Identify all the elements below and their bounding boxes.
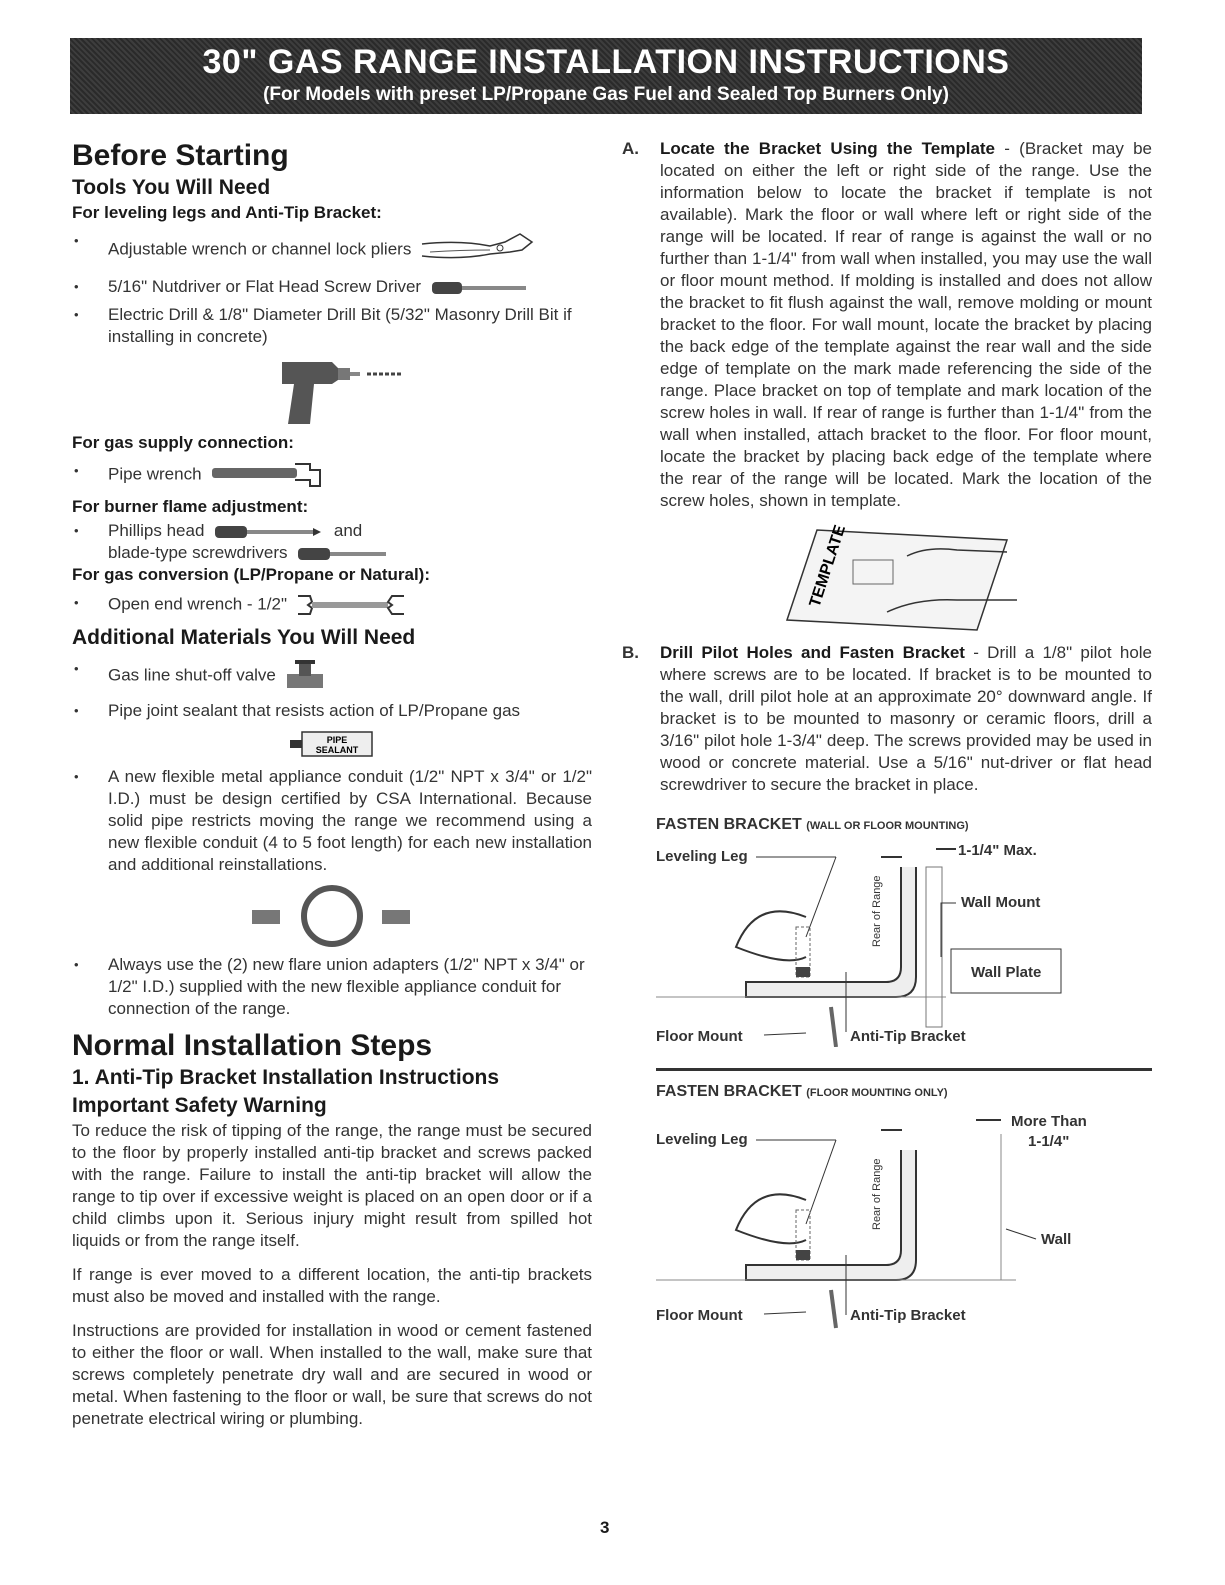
- floor-mount-label-2: Floor Mount: [656, 1307, 743, 1324]
- template-label: TEMPLATE: [806, 523, 850, 610]
- leveling-leg-label: Leveling Leg: [656, 848, 748, 865]
- wall-label: Wall: [1041, 1231, 1072, 1248]
- materials-list: [72, 658, 592, 722]
- diagram-1-title: FASTEN BRACKET (WALL OR FLOOR MOUNTING): [656, 816, 969, 833]
- list-item: • Pipe wrench: [72, 460, 592, 490]
- conversion-heading: For gas conversion (LP/Propane or Natural):: [72, 565, 431, 584]
- pipe-wrench-icon: [210, 460, 325, 490]
- leveling-leg-label-2: Leveling Leg: [656, 1131, 748, 1148]
- list-item: • Open end wrench - 1/2": [72, 592, 592, 618]
- step-b-text: - Drill a 1/8" pilot hole where screws are to be located. If bracket is to be mounted to the wall, drill pilot hole at an approximate 20° downward angle. If bracket is to be mounted to masonry or ceramic floors, drill a 3/16" pilot hole 1-3/4" deep. The screws provided may be used in wood or concrete material. Use a 5/16" nut-driver or flat head screwdriver to secure the bracket in place.: [660, 643, 1153, 794]
- step-b: B. Drill Pilot Holes and Fasten Bracket - Drill a 1/8" pilot hole where screws are to be located. If bracket is to be mounted to the wall, drill pilot hole at an approximate 20° downward angle. If bracket is to be mounted to masonry or ceramic floors, drill a 3/16" pilot hole 1-3/4" deep. The screws provided may be used in wood or concrete material. Use a 5/16" nut-driver or flat head screwdriver to secure the bracket in place.: [622, 643, 1153, 794]
- safety-heading: Important Safety Warning: [72, 1094, 327, 1117]
- left-column: [72, 138, 592, 1442]
- more-than-value-label: 1-1/4": [1028, 1133, 1070, 1150]
- burner-heading: For burner flame adjustment:: [72, 497, 309, 516]
- pipe-sealant-icon: [282, 728, 382, 760]
- gas-supply-list: [72, 460, 592, 490]
- divider: [656, 1068, 1152, 1071]
- step-a-text: - (Bracket may be located on either the left or right side of the range. Use the information below to locate the bracket if template is not available). Mark the floor or wall where left or right side of the range will be located. If rear of range is against the wall or no further than 1-1/4" from wall when installed, you may use the wall or floor mount method. If molding is installed and does not allow the bracket to fit flush against the wall, remove molding or mount bracket to the floor. For wall mount, locate the bracket by placing the back edge of the template against the rear wall and the side edge of template on the mark made referencing the side of the range. Place bracket on top of template and mark location of the screw holes in wall. If rear of range is further than 1-1/4" from the wall when installed, attach bracket to the floor. For floor mount, locate the bracket by placing back edge of the template where the rear of the range will be located. Mark the location of the screw holes, shown in template.: [660, 139, 1152, 510]
- gas-supply-heading: For gas supply connection:: [72, 433, 294, 452]
- anti-tip-bracket-label-2: Anti-Tip Bracket: [850, 1307, 966, 1324]
- list-item: • Gas line shut-off valve: [72, 658, 592, 694]
- diagram-1: [622, 814, 1152, 1052]
- diagram-2-title: FASTEN BRACKET (FLOOR MOUNTING ONLY): [656, 1083, 948, 1100]
- anti-tip-bracket-label: Anti-Tip Bracket: [850, 1028, 966, 1045]
- sealant-label-1: PIPE: [326, 735, 348, 745]
- step-a: A. Locate the Bracket Using the Template - (Bracket may be located on either the left or right side of the range. Use the information below to locate the bracket if template is not available). Mark the floor or wall where left or right side of the range will be located. If rear of range is against the wall or no further than 1-1/4" from wall when installed, you may use the wall or floor mount method. If molding is installed and does not allow the bracket to fit flush against the wall, remove molding or mount bracket to the floor. For wall mount, locate the bracket by placing the back edge of the template against the rear wall and the side edge of template on the mark made referencing the side of the range. Place bracket on top of template and mark location of the screw holes in wall. If rear of range is further than 1-1/4" from the wall when installed, attach bracket to the floor. For floor mount, locate the bracket by placing back edge of the template where the rear of the range will be located. Mark the location of the screw holes, shown in template.: [622, 139, 1152, 510]
- wall-floor-mount-diagram: [656, 837, 1126, 1047]
- materials-list-cont: [72, 766, 592, 876]
- leveling-list: [72, 230, 592, 348]
- step-a-title: Locate the Bracket Using the Template: [660, 139, 996, 158]
- max-distance-label: 1-1/4" Max.: [958, 842, 1037, 859]
- conversion-list: [72, 592, 592, 618]
- page-number: 3: [600, 1518, 610, 1537]
- wall-mount-label: Wall Mount: [961, 894, 1041, 911]
- blade-screwdriver-icon: [296, 546, 391, 562]
- list-item: • Adjustable wrench or channel lock pliers: [72, 230, 592, 270]
- materials-list-end: [72, 954, 592, 1020]
- phillips-screwdriver-icon: [213, 524, 323, 540]
- list-item: • Phillips head and blade-type screwdrivers: [72, 520, 592, 564]
- template-illustration: [757, 520, 1017, 636]
- safety-paragraph-3: Instructions are provided for installation in wood or cement fastened to either the floor or wall. When installed to the wall, make sure that screws completely penetrate dry wall and are secured in wood or metal. When fastening to the floor or wall, be sure that screws do not penetrate electrical wiring or plumbing.: [72, 1321, 592, 1428]
- electric-drill-icon: [252, 354, 412, 428]
- rear-of-range-label: Rear of Range: [871, 875, 883, 947]
- page-title: 30" GAS RANGE INSTALLATION INSTRUCTIONS: [202, 43, 1010, 81]
- list-item: • Electric Drill & 1/8" Diameter Drill Bit (5/32" Masonry Drill Bit if installing in concrete): [72, 304, 592, 348]
- list-item: • Pipe joint sealant that resists action of LP/Propane gas: [72, 700, 592, 722]
- page-subtitle: (For Models with preset LP/Propane Gas Fuel and Sealed Top Burners Only): [263, 84, 949, 105]
- burner-list: [72, 520, 592, 564]
- open-end-wrench-icon: [296, 592, 406, 618]
- title-banner: [70, 38, 1142, 114]
- list-item: • Always use the (2) new flare union adapters (1/2" NPT x 3/4" or 1/2" I.D.) supplied with the new flexible appliance conduit for connection of the range.: [72, 954, 592, 1020]
- shutoff-valve-icon: [285, 658, 325, 694]
- safety-paragraph-1: To reduce the risk of tipping of the range, the range must be secured to the floor by properly installed anti-tip bracket and screws packed with the range. Failure to install the anti-tip bracket will allow the range to tip over if excessive weight is placed on an open door or if a child climbs upon it. Serious injury might result from spilled hot liquids or from the range itself.: [72, 1121, 592, 1250]
- screwdriver-icon: [430, 279, 530, 297]
- wall-plate-label: Wall Plate: [971, 964, 1042, 981]
- step-b-title: Drill Pilot Holes and Fasten Bracket: [660, 643, 965, 662]
- rear-of-range-label-2: Rear of Range: [871, 1158, 883, 1230]
- floor-mount-label: Floor Mount: [656, 1028, 743, 1045]
- normal-installation-heading: Normal Installation Steps: [72, 1029, 433, 1062]
- sealant-label-2: SEALANT: [315, 745, 359, 755]
- flexible-conduit-icon: [232, 882, 432, 948]
- floor-mount-diagram: [656, 1104, 1126, 1329]
- more-than-label: More Than: [1011, 1113, 1087, 1130]
- diagram-2: [622, 1081, 1152, 1334]
- step1-heading: 1. Anti-Tip Bracket Installation Instructions: [72, 1066, 500, 1089]
- list-item: • 5/16" Nutdriver or Flat Head Screw Driver: [72, 276, 592, 298]
- before-starting-heading: Before Starting: [72, 139, 289, 172]
- list-item: • A new flexible metal appliance conduit (1/2" NPT x 3/4" or 1/2" I.D.) must be design certified by CSA International. Because solid pipe restricts moving the range we recommend using a new flexible conduit (4 to 5 foot length) for each new installation and additional reinstallations.: [72, 766, 592, 876]
- right-column: [622, 138, 1152, 1334]
- materials-heading: Additional Materials You Will Need: [72, 626, 416, 649]
- leveling-heading: For leveling legs and Anti-Tip Bracket:: [72, 203, 382, 222]
- safety-paragraph-2: If range is ever moved to a different location, the anti-tip brackets must also be moved and installed with the range.: [72, 1265, 592, 1306]
- pliers-icon: [420, 230, 535, 270]
- tools-heading: Tools You Will Need: [72, 176, 271, 199]
